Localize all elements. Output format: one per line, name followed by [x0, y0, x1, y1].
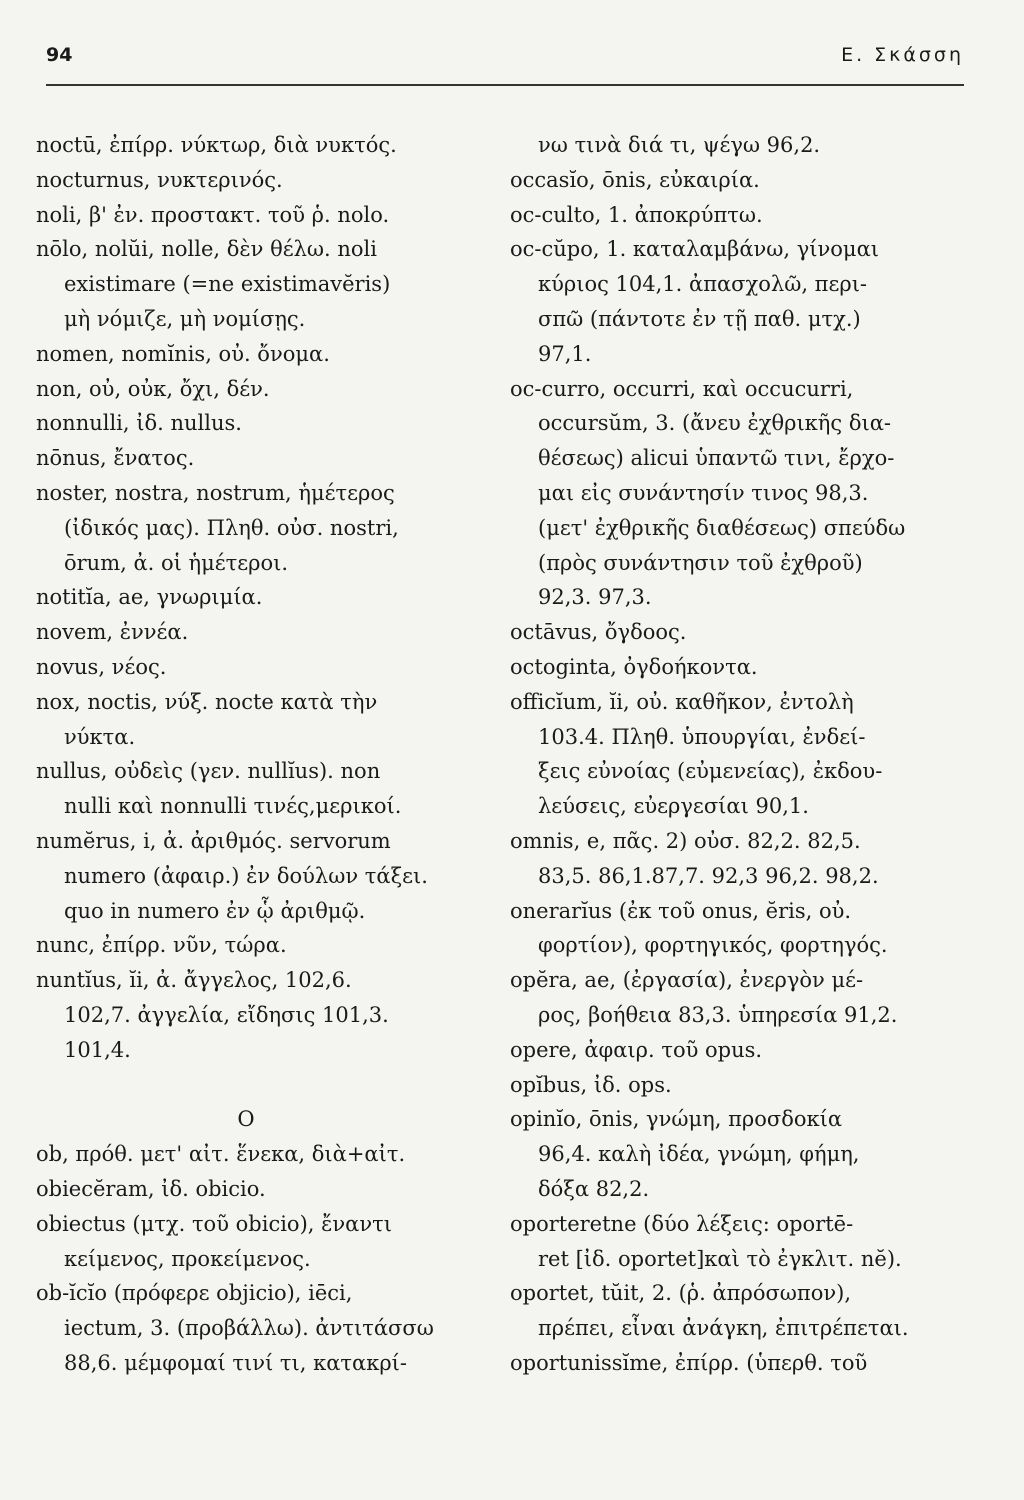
- dictionary-line: oporteretne (δύο λέξεις: oportē-: [510, 1211, 854, 1236]
- dictionary-line: obiecĕram, ἰδ. obicio.: [36, 1176, 266, 1201]
- dictionary-line: ōrum, ἀ. οἱ ἡμέτεροι.: [64, 550, 289, 575]
- dictionary-line: λεύσεις, εὐεργεσίαι 90,1.: [538, 794, 809, 819]
- dictionary-line: occasĭo, ōnis, εὐκαιρία.: [510, 167, 760, 192]
- section-letter: O: [237, 1107, 255, 1132]
- dictionary-line: opĭbus, ἰδ. ops.: [510, 1072, 672, 1097]
- dictionary-line: quo in numero ἐν ᾧ ἀριθμῷ.: [64, 898, 366, 923]
- dictionary-line: oportet, tŭit, 2. (ῥ. ἀπρόσωπον),: [510, 1281, 852, 1306]
- dictionary-line: opĕra, ae, (ἐργασία), ἐνεργὸν μέ-: [510, 968, 864, 993]
- dictionary-line: ρος, βοήθεια 83,3. ὑπηρεσία 91,2.: [538, 1002, 898, 1027]
- dictionary-line: opere, ἀφαιρ. τοῦ opus.: [510, 1037, 763, 1062]
- dictionary-line: octāvus, ὄγδοος.: [510, 620, 687, 645]
- dictionary-line: 97,1.: [538, 341, 592, 366]
- dictionary-line: oc-curro, occurri, καὶ occucurri,: [510, 376, 854, 401]
- dictionary-line: existimare (=ne existimavĕris): [64, 272, 391, 297]
- dictionary-line: μὴ νόμιζε, μὴ νομίσῃς.: [64, 306, 306, 331]
- dictionary-line: obiectus (μτχ. τοῦ obicio), ἔναντι: [36, 1211, 392, 1236]
- dictionary-line: nunc, ἐπίρρ. νῦν, τώρα.: [36, 933, 287, 958]
- page-header: [46, 44, 964, 80]
- dictionary-line: σπῶ (πάντοτε ἐν τῇ παθ. μτχ.): [538, 306, 861, 331]
- dictionary-line: (μετ' ἐχθρικῆς διαθέσεως) σπεύδω: [538, 515, 906, 540]
- dictionary-line: nox, noctis, νύξ. nocte κατὰ τὴν: [36, 689, 378, 714]
- dictionary-line: non, οὐ, οὐκ, ὄχι, δέν.: [36, 376, 270, 401]
- dictionary-line: δόξα 82,2.: [538, 1176, 650, 1201]
- dictionary-line: θέσεως) alicui ὑπαντῶ τινι, ἔρχο-: [538, 446, 895, 471]
- dictionary-line: 96,4. καλὴ ἰδέα, γνώμη, φήμη,: [538, 1142, 860, 1167]
- dictionary-line: 88,6. μέμφομαί τινί τι, κατακρί-: [64, 1350, 408, 1375]
- dictionary-line: numero (ἀφαιρ.) ἐν δούλων τάξει.: [64, 863, 428, 888]
- header-rule: [46, 84, 964, 86]
- dictionary-line: ob, πρόθ. μετ' αἰτ. ἕνεκα, διὰ+αἰτ.: [36, 1142, 406, 1167]
- dictionary-line: (πρὸς συνάντησιν τοῦ ἐχθροῦ): [538, 550, 863, 575]
- dictionary-line: nuntĭus, ĭi, ἀ. ἄγγελος, 102,6.: [36, 968, 352, 993]
- dictionary-line: κύριος 104,1. ἀπασχολῶ, περι-: [538, 272, 868, 297]
- dictionary-line: (ἰδικός μας). Πληθ. οὐσ. nostri,: [64, 515, 399, 540]
- dictionary-line: numĕrus, i, ἀ. ἀριθμός. servorum: [36, 828, 391, 853]
- dictionary-line: ret [ἰδ. oportet]καὶ τὸ ἐγκλιτ. nĕ).: [538, 1246, 902, 1271]
- right-column: [510, 128, 980, 1381]
- dictionary-line: occursŭm, 3. (ἄνευ ἐχθρικῆς δια-: [538, 411, 891, 436]
- dictionary-line: 101,4.: [64, 1037, 131, 1062]
- dictionary-line: 83,5. 86,1.87,7. 92,3 96,2. 98,2.: [538, 863, 879, 888]
- dictionary-line: πρέπει, εἶναι ἀνάγκη, ἐπιτρέπεται.: [538, 1316, 909, 1341]
- dictionary-line: oc-culto, 1. ἀποκρύπτω.: [510, 202, 763, 227]
- blank-line: [36, 1068, 496, 1103]
- left-column: [36, 128, 496, 1381]
- dictionary-line: 102,7. ἀγγελία, εἴδησις 101,3.: [64, 1002, 389, 1027]
- dictionary-line: νύκτα.: [64, 724, 136, 749]
- dictionary-line: 92,3. 97,3.: [538, 585, 652, 610]
- running-head: Ε. Σκάσση: [841, 44, 964, 66]
- dictionary-line: νω τινὰ διά τι, ψέγω 96,2.: [538, 133, 821, 157]
- dictionary-line: officĭum, ĭi, οὐ. καθῆκον, ἐντολὴ: [510, 689, 854, 714]
- dictionary-line: opinĭo, ōnis, γνώμη, προσδοκία: [510, 1107, 843, 1132]
- dictionary-line: 103.4. Πληθ. ὑπουργίαι, ἐνδεί-: [538, 724, 866, 749]
- dictionary-line: nullus, οὐδεὶς (γεν. nullĭus). non: [36, 759, 381, 784]
- dictionary-line: noli, β' ἐν. προστακτ. τοῦ ῥ. nolo.: [36, 202, 390, 227]
- dictionary-line: κείμενος, προκείμενος.: [64, 1246, 311, 1271]
- dictionary-line: iectum, 3. (προβάλλω). ἀντιτάσσω: [64, 1316, 434, 1341]
- dictionary-line: omnis, e, πᾶς. 2) οὐσ. 82,2. 82,5.: [510, 828, 861, 853]
- dictionary-line: ξεις εὐνοίας (εὐμενείας), ἐκδου-: [538, 759, 883, 784]
- dictionary-line: φορτίον), φορτηγικός, φορτηγός.: [538, 933, 888, 958]
- dictionary-line: novus, νέος.: [36, 654, 167, 679]
- dictionary-line: notitĭa, ae, γνωριμία.: [36, 585, 263, 610]
- dictionary-line: nulli καὶ nonnulli τινές,μερικοί.: [64, 794, 402, 819]
- dictionary-line: nonnulli, ἰδ. nullus.: [36, 411, 242, 436]
- dictionary-line: oportunissĭme, ἐπίρρ. (ὑπερθ. τοῦ: [510, 1350, 868, 1375]
- dictionary-line: μαι εἰς συνάντησίν τινος 98,3.: [538, 480, 869, 505]
- dictionary-line: oc-cŭpo, 1. καταλαμβάνω, γίνομαι: [510, 237, 879, 262]
- dictionary-line: nōlo, nolŭi, nolle, δὲν θέλω. noli: [36, 237, 377, 262]
- dictionary-line: noster, nostra, nostrum, ἡμέτερος: [36, 480, 395, 505]
- dictionary-line: nocturnus, νυκτερινός.: [36, 167, 283, 192]
- dictionary-line: nōnus, ἔνατος.: [36, 446, 195, 471]
- page-number: 94: [46, 44, 73, 66]
- dictionary-line: noctū, ἐπίρρ. νύκτωρ, διὰ νυκτός.: [36, 133, 397, 157]
- dictionary-line: ob-ĭcĭo (πρόφερε objicio), iēci,: [36, 1281, 353, 1306]
- dictionary-line: onerarĭus (ἐκ τοῦ onus, ĕris, οὐ.: [510, 898, 852, 923]
- dictionary-line: octoginta, ὀγδοήκοντα.: [510, 654, 758, 679]
- dictionary-line: novem, ἐννέα.: [36, 620, 189, 645]
- dictionary-line: nomen, nomĭnis, οὐ. ὄνομα.: [36, 341, 330, 366]
